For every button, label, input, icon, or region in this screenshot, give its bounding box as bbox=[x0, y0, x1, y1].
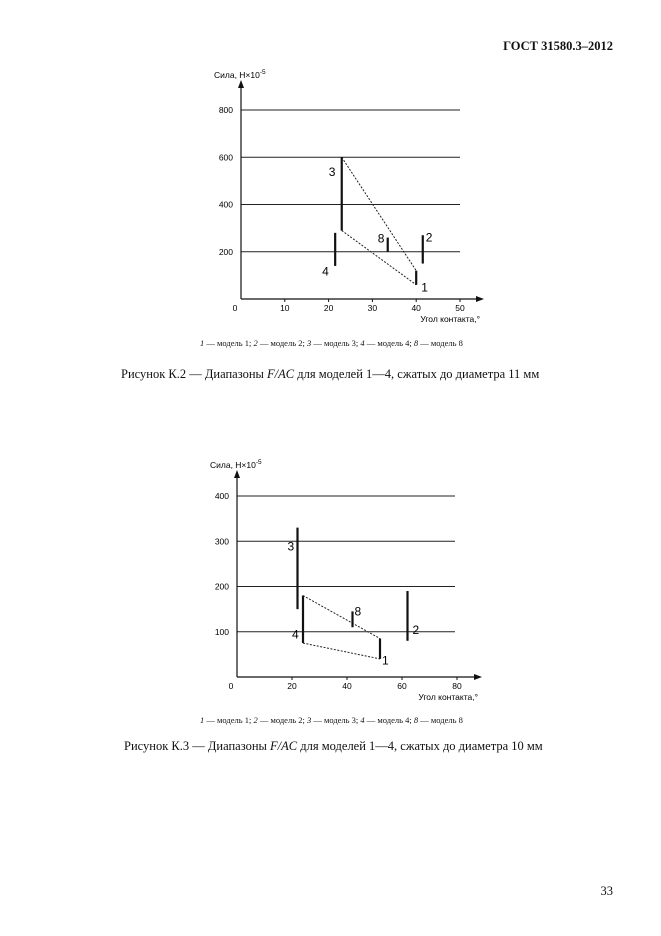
y-axis-label: Сила, $Н\times 10^{-5}$ bbox=[210, 459, 262, 470]
page-number: 33 bbox=[600, 884, 613, 898]
y-tick-label: 300 bbox=[214, 536, 229, 547]
legend-number: 4 bbox=[360, 338, 365, 348]
range-label-model-1: 1 bbox=[382, 653, 389, 668]
x-tick-label: 80 bbox=[452, 681, 462, 691]
legend-text: — модель 8 bbox=[418, 715, 463, 725]
caption-suffix: для моделей 1—4, сжатых до диаметра 11 мм bbox=[294, 367, 540, 381]
figure-legend-k3 bbox=[200, 715, 463, 725]
y-axis-arrow bbox=[234, 470, 240, 478]
x-tick-label: 20 bbox=[323, 303, 334, 313]
y-tick-label: 400 bbox=[218, 199, 233, 210]
legend-text: — модель 3; bbox=[311, 715, 361, 725]
x-tick-label: 20 bbox=[287, 681, 297, 691]
range-label-model-4: 4 bbox=[322, 264, 329, 279]
legend-text: — модель 4; bbox=[364, 338, 414, 348]
range-label-model-2: 2 bbox=[412, 622, 420, 637]
document-id: ГОСТ 31580.3–2012 bbox=[503, 39, 613, 53]
range-label-model-8: 8 bbox=[354, 604, 362, 619]
legend-text: — модель 2; bbox=[257, 715, 307, 725]
legend-number: 8 bbox=[413, 715, 419, 725]
x-tick-label: 60 bbox=[397, 681, 407, 691]
x-axis-label: Угол контакта,° bbox=[418, 692, 478, 702]
x-axis-arrow bbox=[474, 674, 482, 680]
range-label-model-4: 4 bbox=[292, 627, 299, 642]
range-label-model-8: 8 bbox=[377, 231, 385, 246]
y-tick-label: 800 bbox=[218, 105, 233, 115]
legend-number: 3 bbox=[306, 715, 312, 725]
x-tick-label: 0 bbox=[228, 681, 234, 691]
legend-text: — модель 3; bbox=[311, 338, 361, 348]
y-tick-label: 100 bbox=[214, 626, 229, 637]
caption-prefix: Рисунок К.2 — Диапазоны bbox=[121, 367, 268, 381]
x-tick-label: 10 bbox=[280, 303, 290, 313]
x-axis-label: Угол контакта,° bbox=[420, 314, 480, 324]
legend-text: — модель 1; bbox=[204, 338, 254, 348]
y-axis-label: Сила, $Н\times 10^{-5}$ bbox=[214, 69, 266, 80]
legend-number: 2 bbox=[253, 715, 258, 725]
range-label-model-1: 1 bbox=[421, 280, 428, 295]
x-tick-label: 30 bbox=[367, 303, 378, 313]
legend-number: 3 bbox=[306, 338, 312, 348]
envelope-lower-edge bbox=[303, 643, 380, 659]
range-label-model-2: 2 bbox=[425, 230, 433, 245]
legend-text: — модель 8 bbox=[418, 338, 463, 348]
caption-suffix: для моделей 1—4, сжатых до диаметра 10 мм bbox=[297, 739, 543, 753]
caption-formula: F/AC bbox=[267, 367, 295, 381]
range-label-model-3: 3 bbox=[328, 164, 336, 179]
x-tick-label: 40 bbox=[342, 681, 352, 691]
y-tick-label: 200 bbox=[214, 581, 229, 592]
caption-prefix: Рисунок К.3 — Диапазоны bbox=[124, 739, 271, 753]
range-label-model-3: 3 bbox=[287, 539, 295, 554]
legend-text: — модель 2; bbox=[257, 338, 307, 348]
y-tick-label: 600 bbox=[218, 152, 233, 163]
legend-number: 1 bbox=[200, 338, 205, 348]
legend-number: 4 bbox=[360, 715, 365, 725]
legend-number: 2 bbox=[253, 338, 258, 348]
legend-number: 1 bbox=[200, 715, 205, 725]
y-tick-label: 200 bbox=[218, 246, 233, 257]
legend-number: 8 bbox=[413, 338, 419, 348]
legend-text: — модель 4; bbox=[364, 715, 414, 725]
x-tick-label: 50 bbox=[455, 303, 465, 313]
figure-caption-k3 bbox=[124, 739, 543, 754]
x-tick-label: 40 bbox=[411, 303, 421, 313]
x-tick-label: 0 bbox=[232, 303, 238, 313]
caption-formula: F/AC bbox=[270, 739, 298, 753]
y-tick-label: 400 bbox=[214, 491, 229, 501]
legend-text: — модель 1; bbox=[204, 715, 254, 725]
